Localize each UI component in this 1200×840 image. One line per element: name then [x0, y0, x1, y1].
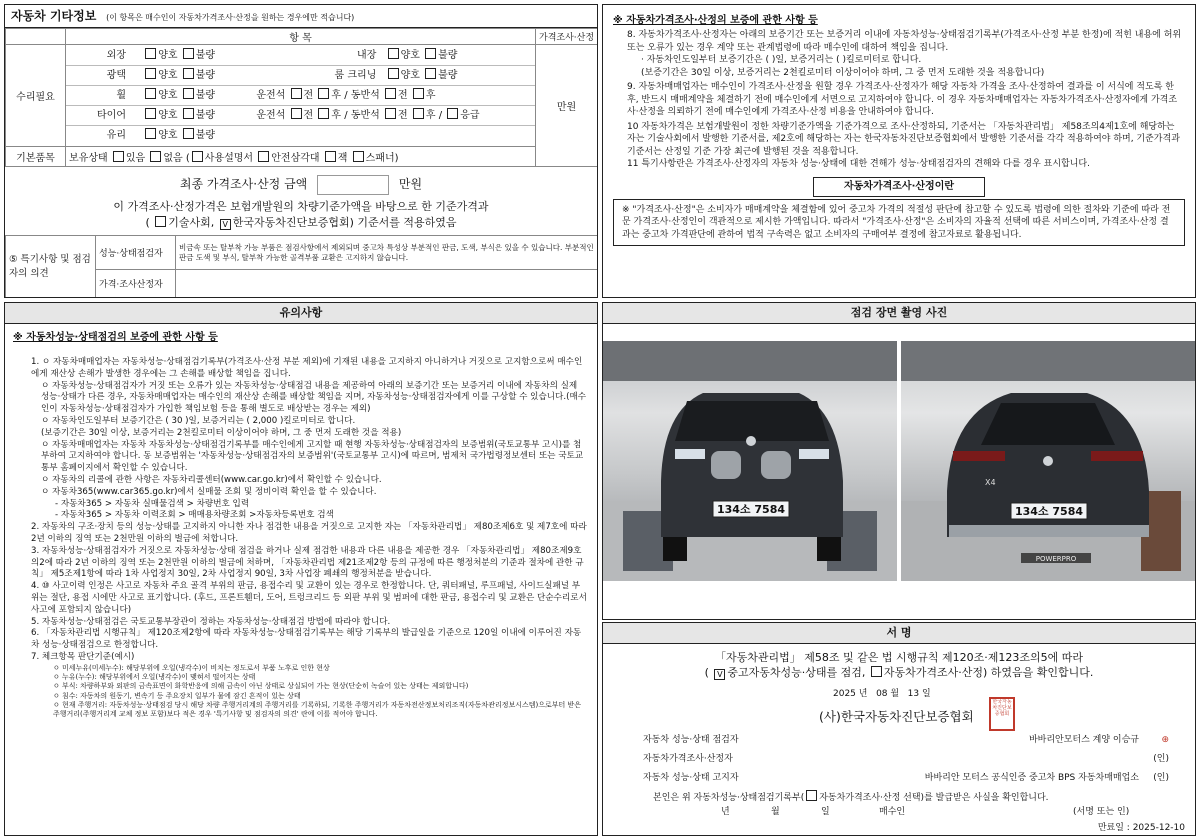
- rear-label: 후: [331, 90, 342, 101]
- spanner-checkbox[interactable]: [353, 151, 364, 162]
- item-8c: (보증기간은 30일 이상, 보증거리는 2천킬로미터 이상이어야 하며, 그 중 먼저 도래한 것을 적용합니다): [641, 67, 1045, 78]
- note-item: (보증기간은 30일 이상, 보증거리는 2천킬로미터 이상이어야 하며, 그 중 먼저 도래한 것을 적용): [41, 427, 402, 438]
- bad-label: 불량: [195, 70, 216, 81]
- wheel-driver-front-checkbox[interactable]: [291, 88, 302, 99]
- criteria-item: ㅇ 누유(누수): 해당부위에서 오일(냉각수)이 맺혀서 떨어지는 상태: [53, 673, 256, 682]
- note-item: ㅇ 자동차365(www.car365.go.kr)에서 실매물 조회 및 정비이력 확인을 할 수 있습니다.: [41, 486, 377, 497]
- note-item: 6. 「자동차관리법 시행규칙」 제120조제2항에 따라 자동차성능·상태점검기록부는 해당 기록부의 발급일을 기준으로 120일 이내에 이루어진 자동차 성능·상태점검으로 한정합니다.: [31, 628, 582, 651]
- receipt-year: 년: [721, 807, 730, 817]
- wheel-passenger-front-checkbox[interactable]: [385, 88, 396, 99]
- jack-checkbox[interactable]: [325, 151, 336, 162]
- receipt-b: 자동차가격조사·산정 선택)를 발급받은 사실을 확인합니다.: [819, 793, 1049, 803]
- final-price-input[interactable]: [317, 175, 389, 195]
- wheel-bad-checkbox[interactable]: [183, 88, 194, 99]
- roomclean-good-checkbox[interactable]: [388, 68, 399, 79]
- sig-year: 2025 년: [833, 689, 868, 699]
- sig-month: 08 월: [876, 689, 900, 699]
- kadga-label: 한국자동차진단보증협회) 기준서를 적용하였음: [232, 216, 457, 229]
- repair-label: 수리필요: [6, 45, 66, 147]
- criteria-list: [13, 664, 587, 720]
- sig-row: [643, 750, 1183, 769]
- exterior-label: 외장: [106, 50, 126, 61]
- price-check-label: 자동차가격조사·산정) 하였음을 확인합니다.: [883, 666, 1094, 679]
- wheel-label: 휠: [116, 90, 126, 101]
- basis-line1: 이 가격조사·산정가격은 보험개발원의 차량기준가액을 바탕으로 한 기준가격과: [113, 200, 489, 213]
- price-label: 가격·조사산정자: [96, 270, 176, 298]
- sig-row-value: 바바리안 모터스 공식인증 중고차 BPS 자동차매매업소: [924, 773, 1139, 783]
- price-check-checkbox[interactable]: [871, 666, 882, 677]
- note-item: ㅇ 자동차매매업자는 자동차 자동차성능·상태점검기록부를 매수인에게 고지할 때 현행 자동차성능·상태점검자의 보증범위(국토교통부 고시)를 첨부하여 고지하여야 합니다. 동 보증범위는 '자동차성능·상태점검자의 보증범위'(국토교통부 고시)에 따르며, 범제처 국가법령정보센터 또는 국토교통부 홈페이지에서 확인할 수 있습니다.: [41, 439, 584, 474]
- interior-label: 내장: [357, 50, 377, 61]
- note-item: 3. 자동차성능·상태점검자가 거짓으로 자동차성능·상태 점검을 하거나 실제 점검한 내용과 다른 내용을 제공한 경우 「자동차관리법」 제80조제9호의2에 따라 2년 이하의 징역 또는 2천만원 이하의 벌금에 처하며, 「자동차관리법 제21조제2항 등의 규정에 따른 행정처분의 기준과 절차에 관한 규칙」 제5조제1항에 따라 1차 사업정지 30일, 2차 사업정지 90일, 3차 사업장 폐쇄의 행정처분을 받습니다.: [31, 545, 584, 580]
- bad-label: 불량: [195, 130, 216, 141]
- item-8: 8. 자동차가격조사·산정자는 아래의 보증기간 또는 보증거리 이내에 자동차성능·상태점검기록부(가격조사·산정 부분 한정)에 적힌 내용에 허위 또는 오류가 있는 경우 계약 또는 관계법령에 따라 매수인에 대하여 책임을 집니다.: [627, 30, 1182, 53]
- signature-panel: [602, 622, 1196, 836]
- glass-bad-checkbox[interactable]: [183, 128, 194, 139]
- item-8b: · 자동차인도일부터 보증기간은 ( )일, 보증거리는 ( )킬로미터로 합니다.: [641, 55, 922, 65]
- wheel-good-checkbox[interactable]: [145, 88, 156, 99]
- rear-model: X4: [985, 478, 996, 487]
- good-label: 양호: [158, 70, 178, 81]
- extra-info-table: [5, 28, 598, 167]
- passenger-label: 동반석: [350, 110, 380, 121]
- sig-row-label: 자동차가격조사·산정자: [643, 754, 733, 764]
- sig-row-seal: ⊕: [1161, 735, 1169, 745]
- sig-row-label: 자동차 성능·상태 점검자: [643, 735, 739, 745]
- notes-title: 유의사항: [5, 303, 597, 324]
- exterior-bad-checkbox[interactable]: [183, 48, 194, 59]
- sig-row-label: 자동차 성능·상태 고지자: [643, 773, 739, 783]
- receipt-day: 일: [821, 807, 830, 817]
- final-price-unit: 만원: [398, 177, 423, 191]
- rear-label: 후: [331, 110, 342, 121]
- special-label: ⑤ 특기사항 및 점검자의 의견: [6, 236, 96, 298]
- receipt-a: 본인은 위 자동차성능·상태점검기록부(: [653, 793, 805, 803]
- sig-day: 13 일: [907, 689, 931, 699]
- triangle-checkbox[interactable]: [258, 151, 269, 162]
- receipt-price-checkbox[interactable]: [806, 790, 817, 801]
- receipt-line: [653, 790, 1049, 803]
- extra-info-title: 자동차 기타정보: [11, 9, 97, 23]
- stamp-text: 한국자동차진단보증협회: [992, 699, 1012, 717]
- roomclean-label: 룸 크리닝: [334, 70, 377, 81]
- receipt-buyer: 매수인: [879, 807, 906, 817]
- good-label: 양호: [400, 50, 420, 61]
- triangle-label: 안전삼각대: [271, 153, 320, 164]
- polish-good-checkbox[interactable]: [145, 68, 156, 79]
- price-guarantee-heading: ※ 자동차가격조사·산정의 보증에 관한 사항 등: [613, 15, 818, 26]
- rear-label: 후: [425, 110, 436, 121]
- front-photo: [603, 341, 897, 581]
- association-stamp: [989, 697, 1015, 731]
- notes-panel: [4, 302, 598, 836]
- vehicle-extra-info-panel: [4, 4, 598, 298]
- good-label: 양호: [158, 110, 178, 121]
- front-label: 전: [303, 90, 314, 101]
- expiry-date: 만료일 : 2025-12-10: [1097, 823, 1185, 833]
- glass-label: 유리: [106, 130, 126, 141]
- item-11: 11 특기사항란은 가격조사·산정자의 자동차 성능·상태에 대한 견해가 성능·상태점검자의 견해와 다를 경우 표시합니다.: [627, 159, 1090, 169]
- note-item: - 자동차365 > 자동차 실매물검색 > 차량번호 입력: [55, 498, 250, 509]
- receipt-sign: (서명 또는 인): [1073, 807, 1130, 817]
- note-item: 2. 자동차의 구조·장치 등의 성능·상태를 고지하지 아니한 자나 점검한 내용을 거짓으로 고지한 자는 「자동차관리법」 제80조제6호 및 제7호에 따라 2년 이하의 징역 또는 2천만원 이하의 벌금에 처합니다.: [31, 522, 587, 544]
- row-tire: 타이어 양호 불량 운전석 전 후 / 동반석 전 후 / 응급: [66, 106, 535, 126]
- sig-line1: 「자동차관리법」 제58조 및 같은 법 시행규칙 제120조·제123조의5에 따라: [715, 651, 1083, 664]
- kadga-checkbox[interactable]: V: [220, 219, 231, 230]
- definition-box: [613, 199, 1185, 247]
- sig-line2: ( V 중고자동차성능·상태를 점검, 자동차가격조사·산정) 하였음을 확인합니다.: [704, 666, 1094, 679]
- wheel-passenger-rear-checkbox[interactable]: [413, 88, 424, 99]
- special-table: [5, 235, 598, 298]
- note-item: 4. ⑩ 사고이력 인정은 사고로 자동차 주요 골격 부위의 판금, 용접수리 및 교환이 있는 경우로 한정합니다. 단, 쿼터패널, 루프패널, 사이드실패널 부위는 절단, 용접 시에만 사고로 표기합니다. (후드, 프론트휀더, 도어, 트렁크리드 등 외판 부위 및 범퍼에 대한 판금, 용접수리 및 교환은 단순수리로서 사고에 포함되지 않습니다): [31, 581, 587, 615]
- notes-heading: ※ 자동차성능·상태점검의 보증에 관한 사항 등: [13, 332, 218, 343]
- own-label: 보유상태: [69, 153, 108, 164]
- signature-title: 서 명: [603, 623, 1195, 644]
- none-checkbox[interactable]: [150, 151, 161, 162]
- note-item: - 자동차365 > 자동차 이력조회 > 매매용차량조회 >자동차등록번호 검색: [55, 510, 334, 521]
- note-item: ㅇ 자동차인도일부터 보증기간은 ( 30 )일, 보증거리는 ( 2,000 )킬로미터로 합니다.: [41, 415, 356, 426]
- note-item: 7. 체크항목 판단기준(예시): [31, 651, 135, 662]
- exterior-good-checkbox[interactable]: [145, 48, 156, 59]
- note-item: ㅇ 자동차의 리콜에 관한 사항은 자동차리콜센터(www.car.go.kr)에서 확인할 수 있습니다.: [41, 474, 382, 485]
- tire-driver-rear-checkbox[interactable]: [318, 108, 329, 119]
- good-label: 양호: [158, 50, 178, 61]
- note-item: 5. 자동차성능·상태점검은 국토교통부장관이 정하는 자동차성능·상태점검 방법에 따라야 합니다.: [31, 616, 391, 627]
- final-price-row: [5, 171, 597, 197]
- spanner-label: 스패너: [365, 153, 395, 164]
- basis-text: [5, 199, 597, 231]
- sig-row-seal: (인): [1153, 773, 1169, 783]
- criteria-item: ㅇ 침수: 자동차의 원동기, 변속기 등 주요장치 일부가 물에 잠긴 흔적이 있는 상태: [53, 691, 301, 700]
- have-checkbox[interactable]: [113, 151, 124, 162]
- sig-row-seal: (인): [1153, 754, 1169, 764]
- jack-label: 잭: [337, 153, 348, 164]
- tire-bad-checkbox[interactable]: [183, 108, 194, 119]
- item-9: 9. 자동차매매업자는 매수인이 가격조사·산정을 원할 경우 가격조사·산정자가 해당 자동차 가격을 조사·산정하여 결과를 이 서식에 적도록 한 후, 반드시 매매계약을 체결하기 전에 매수인에게 서면으로 고지하여야 합니다. 이 경우 자동차매매업자는 자동차가격조사·산정자에게 가격조사·산정을 의뢰하기 전에 매수인에게 가격조사·산정 비용을 안내하여야 합니다.: [627, 82, 1178, 117]
- definition-text: ※ "가격조사·산정"은 소비자가 매매계약을 체결함에 있어 중고차 가격의 적절성 판단에 참고할 수 있도록 법령에 의한 절차와 기준에 따라 전문 가격조사·산정인이 객관적으로 제시한 가액입니다. 따라서 "가격조사·산정"은 소비자의 자율적 선택에 따른 서비스이며, 가격조사·산정 결과는 중고차 가격판단에 관하여 법적 구속력은 없고 소비자의 구매여부 결정에 참고자료로 활용됩니다.: [622, 204, 1171, 240]
- row-glass: [66, 126, 535, 145]
- basic-items: 보유상태 있음 없음 ( 사용설명서 안전삼각대 잭 스패너): [66, 147, 536, 167]
- extra-info-header: [5, 5, 597, 28]
- bad-label: 불량: [438, 70, 458, 81]
- lift-brand: POWERPRO: [1035, 555, 1077, 563]
- perf-check-checkbox[interactable]: V: [714, 669, 725, 680]
- repair-items: [66, 45, 536, 147]
- sig-row: [643, 769, 1183, 788]
- repair-price-unit: 만원: [536, 45, 598, 167]
- polish-bad-checkbox[interactable]: [183, 68, 194, 79]
- tire-passenger-front-checkbox[interactable]: [385, 108, 396, 119]
- tire-label: 타이어: [97, 110, 126, 121]
- none-label: 없음: [163, 153, 183, 164]
- good-label: 양호: [158, 90, 178, 101]
- row-wheel: 휠 양호 불량 운전석 전 후 / 동반석 전 후: [66, 86, 535, 106]
- tech-society-label: 기술사회,: [168, 216, 215, 229]
- manual-label: 사용설명서: [204, 153, 254, 164]
- notes-list: [13, 357, 587, 664]
- bad-label: 불량: [195, 110, 216, 121]
- front-label: 전: [397, 110, 408, 121]
- sig-row-value: 바바리안모터스 계양 이승규: [1028, 735, 1139, 745]
- rear-photo: [901, 341, 1195, 581]
- good-label: 양호: [400, 70, 420, 81]
- tire-passenger-rear-checkbox[interactable]: [413, 108, 424, 119]
- price-opinion[interactable]: [176, 270, 598, 298]
- col-price: 가격조사·산정: [536, 29, 598, 45]
- tire-good-checkbox[interactable]: [145, 108, 156, 119]
- sig-org: (사)한국자동차진단보증협회: [819, 709, 974, 724]
- note-item: ㅇ 자동차성능·상태점검자가 거짓 또는 오류가 있는 자동차성능·상태점검 내용을 제공하여 아래의 보증기간 또는 보증거리 이내에 자동차의 실제 성능·상태가 다른 경우, 자동차매매업자는 매수인의 재산상 손해를 배상할 책임을 지며, 자동차성능·상태점검자에게 이를 구상할 수 있습니다.(매수인이 자동차성능·상태점검자가 가입한 책임보험 등을 통해 별도로 배상받는 경우는 제외): [41, 380, 587, 415]
- passenger-label: 동반석: [350, 90, 380, 101]
- front-label: 전: [397, 90, 408, 101]
- driver-label: 운전석: [256, 110, 286, 121]
- roomclean-bad-checkbox[interactable]: [425, 68, 436, 79]
- perf-text: 비금속 또는 탈부착 가능 부품은 점검사항에서 제외되며 중고차 특성상 부분적인 판금, 도색, 부식은 있을 수 있습니다. 부분적인 판금 도색 및 부식, 탈부착 가능한 골격부품 교환은 고지하지 않습니다.: [176, 236, 598, 270]
- row-polish: [66, 66, 535, 86]
- basis-line2: ( 기술사회, V 한국자동차진단보증협회) 기준서를 적용하였음: [145, 216, 457, 229]
- criteria-item: ㅇ 부식: 차량하부와 외판의 금속표면이 화학반응에 의해 금속이 아닌 상태로 상실되어 가는 현상(단순히 녹슬어 있는 상태는 제외합니다): [53, 682, 469, 691]
- tire-driver-front-checkbox[interactable]: [291, 108, 302, 119]
- extra-info-note: (이 항목은 매수인이 자동차가격조사·산정을 원하는 경우에만 적습니다): [106, 13, 355, 22]
- glass-good-checkbox[interactable]: [145, 128, 156, 139]
- row-exterior: [66, 46, 535, 66]
- driver-label: 운전석: [256, 90, 286, 101]
- front-plate: 134소 7584: [716, 503, 786, 516]
- receipt-month: 월: [771, 807, 780, 817]
- tech-society-checkbox[interactable]: [155, 216, 166, 227]
- rear-label: 후: [425, 90, 436, 101]
- basic-label: 기본품목: [6, 147, 66, 167]
- price-guarantee-panel: [602, 4, 1196, 298]
- bad-label: 불량: [438, 50, 458, 61]
- interior-bad-checkbox[interactable]: [425, 48, 436, 59]
- bad-label: 불량: [195, 50, 216, 61]
- front-car-image: [603, 341, 897, 581]
- criteria-item: ㅇ 현재 주행거리: 자동차성능·상태점검 당시 해당 차량 주행거리계의 주행거리를 기록하되, 기록한 주행거리가 자동차전산정보처리조직(자동차관리정보시스템)으로부터 받은 주행거리(주행거리계 교체 정보 포함)보다 적은 경우 '특기사항 및 점검자의 의견' 란에 이를 적어야 합니다.: [53, 700, 582, 719]
- front-label: 전: [303, 110, 314, 121]
- interior-good-checkbox[interactable]: [388, 48, 399, 59]
- criteria-item: ㅇ 미세누유(미세누수): 해당부위에 오일(냉각수)이 비치는 정도로서 부품 노후로 인한 현상: [53, 663, 330, 672]
- tire-spare-checkbox[interactable]: [447, 108, 458, 119]
- sig-row: [643, 731, 1183, 750]
- rear-plate: 134소 7584: [1014, 505, 1084, 518]
- manual-checkbox[interactable]: [192, 151, 203, 162]
- wheel-driver-rear-checkbox[interactable]: [318, 88, 329, 99]
- spare-label: 응급: [460, 110, 480, 121]
- final-price-label: 최종 가격조사·산정 금액: [179, 177, 308, 191]
- photos-panel: [602, 302, 1196, 620]
- item-10: 10 자동차가격은 보험개발원이 정한 차량기준가액을 기준가격으로 조사·산정하되, 기준서는 「자동차관리법」 제58조의4제1호에 해당하는 자는 기술사회에서 발행한 기준서를, 제2호에 해당하는 자는 한국자동차진단보증협회에서 발행한 기준서를 각각 적용하여야 하며, 기준가격과 기준서는 산정일 기준 가장 최근에 발행된 것을 적용합니다.: [627, 121, 1180, 157]
- perf-check-label: 중고자동차성능·상태를 점검,: [727, 666, 866, 679]
- col-item: 항 목: [66, 29, 536, 45]
- bad-label: 불량: [195, 90, 216, 101]
- sig-rows: [643, 731, 1183, 788]
- have-label: 있음: [125, 153, 146, 164]
- good-label: 양호: [158, 130, 178, 141]
- definition-box-title: 자동차가격조사·산정이란: [813, 177, 985, 197]
- perf-label: 성능·상태점검자: [96, 236, 176, 270]
- polish-label: 광택: [106, 70, 126, 81]
- photos-title: 점검 장면 촬영 사진: [603, 303, 1195, 324]
- blank-cell: [6, 29, 66, 45]
- note-item: 1. ㅇ 자동차매매업자는 자동차성능·상태점검기록부(가격조사·산정 부분 제외)에 기재된 내용을 고지하지 아니하거나 거짓으로 고지함으로써 매수인에게 재산상 손해가 발생한 경우에는 그 손해를 배상할 책임을 집니다.: [31, 357, 583, 379]
- rear-car-image: [901, 341, 1195, 581]
